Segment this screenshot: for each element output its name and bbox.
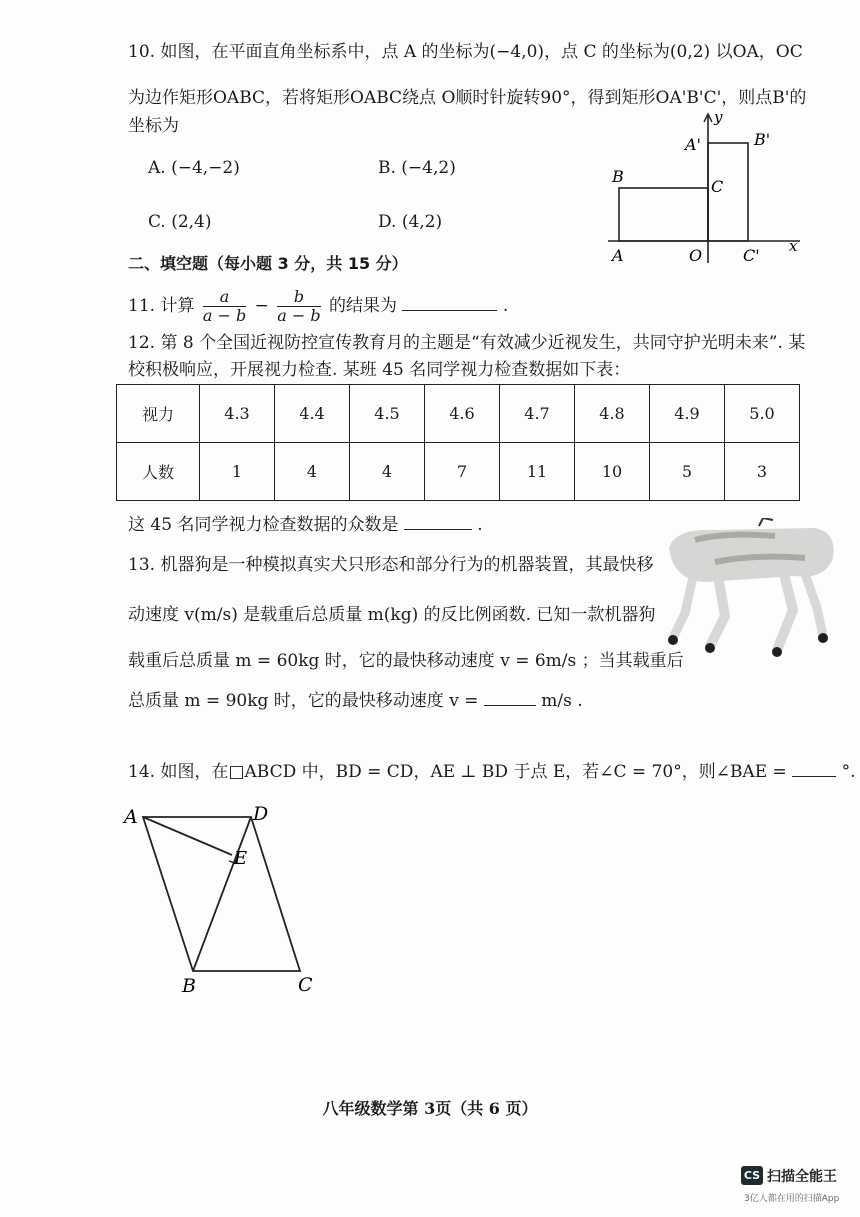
- label-c: C: [298, 974, 313, 996]
- table-cell: 4.8: [575, 385, 650, 443]
- q12-line2: 校积极响应，开展视力检查. 某班 45 名同学视力检查数据如下表：: [128, 360, 631, 380]
- label-a: A: [124, 806, 138, 828]
- q11-fraction-1-numerator: a: [203, 288, 246, 307]
- table-cell: 11: [500, 443, 575, 501]
- table-cell: 1: [200, 443, 275, 501]
- label-b-prime: B': [754, 130, 771, 149]
- table-cell: 4.9: [650, 385, 725, 443]
- label-x: x: [789, 237, 798, 255]
- table-cell: 10: [575, 443, 650, 501]
- q13-line2: 动速度 v(m/s) 是载重后总质量 m(kg) 的反比例函数. 已知一款机器狗: [128, 605, 656, 625]
- table-row-vision: [117, 385, 800, 443]
- page-footer: 八年级数学第 3页（共 6 页）: [322, 1099, 538, 1118]
- q11-fraction-2-denominator: a − b: [277, 306, 321, 325]
- q11-minus: −: [254, 296, 269, 316]
- q13-answer-blank: [484, 689, 536, 706]
- q13-unit: m/s .: [541, 691, 583, 711]
- q10-option-b: B. (−4,2): [378, 158, 456, 178]
- rect-oabc: [619, 188, 708, 241]
- q14-end: °.: [841, 762, 856, 782]
- diagonal-bd: [193, 817, 251, 971]
- table-cell: 4.4: [275, 385, 350, 443]
- label-b: B: [182, 975, 196, 997]
- table-cell: 3: [725, 443, 800, 501]
- table-cell: 4.5: [350, 385, 425, 443]
- q11-fraction-1: [203, 288, 246, 325]
- q12-line1: 12. 第 8 个全国近视防控宣传教育月的主题是“有效减少近视发生，共同守护光明未来”. 某: [128, 333, 806, 353]
- q10-coordinate-figure: [600, 108, 810, 268]
- q12-after: [128, 513, 483, 537]
- label-y: y: [714, 108, 723, 126]
- table-cell: 4.7: [500, 385, 575, 443]
- table-row-count: [117, 443, 800, 501]
- q11-prefix: 11. 计算: [128, 296, 195, 316]
- q12-after-text: 这 45 名同学视力检查数据的众数是: [128, 515, 399, 535]
- q10-option-c: C. (2,4): [148, 212, 212, 232]
- label-c: C: [711, 177, 724, 196]
- q13-line3: 载重后总质量 m = 60kg 时，它的最快移动速度 v = 6m/s ；当其载重后: [128, 651, 684, 671]
- q10-line1: 10. 如图，在平面直角坐标系中，点 A 的坐标为(−4,0)，点 C 的坐标为(0,2) 以OA，OC: [128, 42, 803, 62]
- table-cell: 人数: [117, 443, 200, 501]
- table-cell: 4: [350, 443, 425, 501]
- q11-end: .: [502, 296, 509, 316]
- label-a-prime: A': [685, 135, 701, 154]
- q11-suffix: 的结果为: [329, 296, 398, 316]
- q12-answer-blank: [404, 513, 472, 530]
- table-cell: 7: [425, 443, 500, 501]
- watermark-subtitle: 3亿人都在用的扫描App: [744, 1194, 840, 1204]
- q13-line1: 13. 机器狗是一种模拟真实犬只形态和部分行为的机器装置，其最快移: [128, 555, 654, 575]
- label-d: D: [253, 803, 269, 825]
- label-c-prime: C': [743, 246, 760, 265]
- table-cell: 视力: [117, 385, 200, 443]
- table-cell: 4: [275, 443, 350, 501]
- vision-data-table: [116, 384, 800, 501]
- table-cell: 5: [650, 443, 725, 501]
- q13-line4: [128, 689, 583, 713]
- label-b: B: [612, 167, 624, 186]
- q10-option-a: A. (−4,−2): [148, 158, 240, 178]
- q14-text: 14. 如图，在□ABCD 中，BD = CD，AE ⊥ BD 于点 E，若∠C = 70°，则∠BAE =: [128, 762, 787, 782]
- q14-answer-blank: [792, 760, 836, 777]
- q14-parallelogram-figure: [120, 800, 330, 1000]
- q11-fraction-2: [277, 288, 320, 325]
- q10-line3: 坐标为: [128, 116, 179, 136]
- table-cell: 5.0: [725, 385, 800, 443]
- q11-answer-blank: [402, 294, 497, 311]
- table-cell: 4.3: [200, 385, 275, 443]
- segment-ae: [143, 817, 232, 855]
- q12-end: .: [477, 515, 483, 535]
- label-e: E: [234, 848, 248, 869]
- q10-option-d: D. (4,2): [378, 212, 443, 232]
- q11: [128, 286, 508, 326]
- label-a: A: [612, 246, 624, 265]
- q14: [128, 760, 856, 784]
- q11-fraction-2-numerator: b: [277, 288, 320, 307]
- watermark-name: 扫描全能王: [767, 1169, 837, 1185]
- table-cell: 4.6: [425, 385, 500, 443]
- label-o: O: [689, 246, 703, 265]
- section-heading: 二、填空题（每小题 3 分，共 15 分）: [128, 254, 408, 273]
- robot-dog-image: [655, 518, 840, 668]
- q13-line4-text: 总质量 m = 90kg 时，它的最快移动速度 v =: [128, 691, 479, 711]
- camscanner-logo-icon: CS: [741, 1166, 763, 1185]
- q11-fraction-1-denominator: a − b: [202, 306, 247, 325]
- q10-line2: 为边作矩形OABC，若将矩形OABC绕点 O顺时针旋转90°，得到矩形OA'B'C'，则点B'的: [128, 88, 807, 108]
